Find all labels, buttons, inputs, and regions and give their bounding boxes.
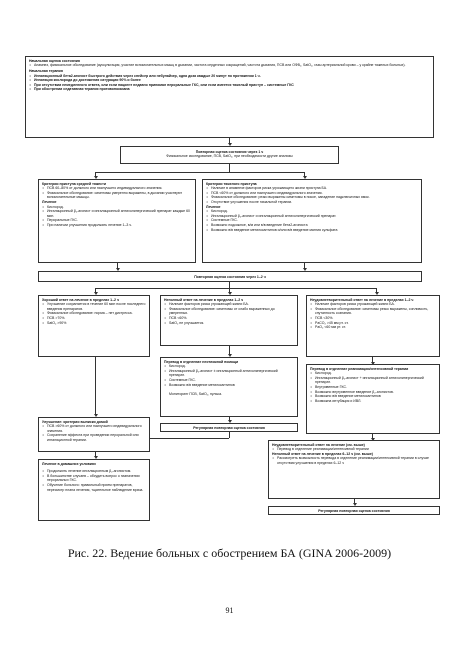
initial-assessment-title: Начальная оценка состояния	[29, 58, 80, 63]
good-response-list	[42, 302, 146, 325]
poor-response-item: • ПСВ <30%.	[310, 316, 436, 321]
discharge-criteria-box	[38, 417, 150, 452]
discharge-criteria-item: • Сохранение эффекта при проведении пероральной или ингаляционной терапии.	[42, 433, 146, 442]
connector	[95, 172, 304, 173]
severe-criteria-item: • Физикальное обследование: резко выражены симптомы в покое, западение надключичных ямок.	[206, 195, 418, 200]
poor-response-item: • Наличие факторов риска угрожающей жизни БА.	[310, 302, 436, 307]
initial-therapy-item: • При обострении седативная терапия противопоказана	[29, 87, 430, 92]
initial-therapy-item: • Ингаляция кислорода до достижения сатурации 90% и более	[29, 78, 430, 83]
flow-arrow	[95, 452, 96, 457]
emergency-ward-item: • Возможно в/в введение метилксантинов	[164, 383, 294, 388]
severe-treatment-item: • Возможно в/в введение метилксантинов и/или в/в введение магния сульфата	[206, 228, 418, 233]
reassess-1h-box	[120, 146, 339, 164]
moderate-treatment-list	[42, 205, 192, 228]
severe-treatment-item: • Возможно подкожное, в/м или в/в введение бета2-агониста	[206, 223, 418, 228]
regular-reassessment-box-2	[268, 506, 440, 515]
home-treatment-list	[42, 469, 146, 492]
flow-arrow	[229, 138, 230, 144]
severe-treatment-list	[206, 209, 418, 232]
regular-reassessment-box	[160, 423, 298, 432]
connector	[95, 288, 376, 289]
severe-treatment-item: • Кислород.	[206, 209, 418, 214]
followup-poor-list	[272, 447, 436, 452]
followup-incomplete-item: • Рассмотреть возможность перевода в отделение реанимации/интенсивной терапии в случае отсутствия улучшения в пределах 6–12 ч	[272, 456, 436, 465]
followup-incomplete-list	[272, 456, 436, 465]
icu-transfer-title: Перевод в отделение реанимации/интенсивной терапии	[310, 366, 409, 371]
flow-arrow	[376, 288, 377, 293]
flow-arrow	[95, 288, 96, 293]
flow-arrow	[372, 434, 373, 439]
flow-arrow	[95, 172, 96, 177]
moderate-attack-box	[38, 179, 196, 263]
severe-criteria-list	[206, 186, 418, 204]
incomplete-response-item: • Наличие факторов риска угрожающей жизни БА.	[164, 302, 294, 307]
incomplete-response-list	[164, 302, 294, 325]
severe-attack-box	[202, 179, 422, 263]
poor-response-item: • Физикальное обследование: симптомы резко выражены, сонливость, спутанность сознания.	[310, 307, 436, 316]
severe-criteria-item: • Отсутствие улучшения после начальной терапии.	[206, 200, 418, 205]
poor-response-box	[306, 295, 440, 357]
flow-arrow	[304, 263, 305, 269]
reassess-1h-title: Повторная оценка состояния через 1 ч	[195, 149, 264, 154]
flow-arrow	[117, 263, 118, 269]
good-response-box	[38, 295, 150, 357]
home-treatment-item: • Продолжить лечение ингаляционным β₂-агонистом.	[42, 469, 146, 474]
emergency-ward-list	[164, 364, 294, 387]
reassess-1h-text: Физикальное исследование, ПСВ, SatO₂, при необходимости другие анализы	[166, 154, 293, 159]
good-response-title: Хороший ответ на лечение в пределах 1–2 ч	[42, 297, 120, 302]
home-treatment-item: • В большинстве случаев – обсудить вопрос о назначении пероральных ГКС.	[42, 474, 146, 483]
icu-transfer-list	[310, 371, 436, 403]
incomplete-response-box	[160, 295, 298, 346]
icu-transfer-item: • Возможна интубация и ИВЛ.	[310, 399, 436, 404]
flow-arrow	[95, 357, 96, 415]
moderate-criteria-list	[42, 186, 192, 200]
home-treatment-box	[38, 459, 150, 521]
moderate-criteria-item: • Физикальное обследование: симптомы умеренно выражены, в дыхании участвуют вспомогательные мышцы.	[42, 191, 192, 200]
initial-assessment-list	[29, 63, 430, 68]
reassess-1-2h-box	[38, 271, 422, 282]
regular-reassessment-title: Регулярная повторная оценка состояния	[193, 425, 265, 430]
regular-reassessment-title-2: Регулярная повторная оценка состояния	[318, 508, 390, 513]
icu-transfer-item: • Возможно внутривенное введение β₂-агонистов.	[310, 390, 436, 395]
emergency-ward-monitoring: Мониторинг ПСВ, SatO₂, пульса.	[169, 392, 223, 397]
discharge-criteria-list	[42, 424, 146, 442]
flow-arrow	[304, 172, 305, 177]
initial-therapy-item: • При отсутствии немедленного ответа, или если пациент недавно принимал пероральные ГКС, или если имеется тяжелый приступ – системные ГКС	[29, 83, 430, 88]
incomplete-response-title: Неполный ответ на лечение в пределах 1–2 ч	[164, 297, 244, 302]
flow-arrow	[229, 417, 230, 421]
followup-poor-item: • Перевод в отделение реанимации/интенсивной терапии	[272, 447, 436, 452]
initial-therapy-item: • Ингаляционный бета2-агонист быстрого действия через спейсер или небулайзер, одна доза каждые 20 минут по протяжении 1 ч.	[29, 74, 430, 79]
severe-criteria-item: • ПСВ <60% от должного или наилучшего индивидуального значения.	[206, 191, 418, 196]
severe-criteria-item: • Наличие в анамнезе факторов риска угрожающего жизни приступа БА.	[206, 186, 418, 191]
flow-arrow	[229, 346, 230, 355]
moderate-treatment-item: • Кислород.	[42, 205, 192, 210]
incomplete-response-item: • Физикальное обследование: симптомы от слабо выраженных до умеренных.	[164, 307, 294, 316]
poor-response-list	[310, 302, 436, 330]
severe-treatment-item: • Системные ГКС.	[206, 218, 418, 223]
initial-therapy-list	[29, 74, 430, 92]
flow-arrow	[229, 288, 230, 293]
severe-criteria-title: Критерии тяжелого приступа	[206, 181, 257, 186]
icu-transfer-item: • Ингаляционный β₂-агонист + ингаляционный антихолинергический препарат.	[310, 376, 436, 385]
poor-response-item: • PaO₂ <60 мм рт. ст.	[310, 325, 436, 330]
icu-transfer-box	[306, 364, 440, 434]
moderate-criteria-item: • ПСВ 60–80% от должного или наилучшего индивидуального значения.	[42, 186, 192, 191]
followup-response-box	[268, 440, 440, 499]
figure-caption: Рис. 22. Ведение больных с обострением БА (GINA 2006-2009)	[67, 546, 392, 560]
emergency-ward-item: • Ингаляционный β₂-агонист ± ингаляционный антихолинергический препарат.	[164, 369, 294, 378]
good-response-item: • Улучшение сохраняется в течение 60 мин после последнего введения препаратов.	[42, 302, 146, 311]
good-response-item: • ПСВ >70%.	[42, 316, 146, 321]
connector	[229, 432, 230, 438]
severe-treatment-item: • Ингаляционный β₂-агонист и ингаляционный антихолинергический препарат.	[206, 214, 418, 219]
moderate-treatment-item: • Пероральные ГКС.	[42, 218, 192, 223]
poor-response-title: Неудовлетворительный ответ на лечение в пределах 1–2 ч	[310, 297, 414, 302]
initial-assessment-item: • Анамнез, физикальное обследование (аускультация, участие вспомогательных мышц в дыхании, частота сердечных сокращений, частота дыхания, ПСВ или ОФВ₁, SatO₂, газы артериальной крови – у крайне тяжелых больных).	[29, 63, 430, 68]
connector	[150, 438, 229, 439]
severe-treatment-title: Лечение	[206, 204, 221, 209]
discharge-criteria-title: Улучшение: критерии выписки домой	[42, 419, 108, 424]
flow-arrow	[372, 357, 373, 363]
initial-assessment-box	[25, 56, 434, 138]
moderate-treatment-item: • Ингаляционный β₂-агонист и ингаляционный антихолинергический препарат каждые 60 мин.	[42, 209, 192, 218]
moderate-treatment-item: • При наличии улучшения продолжать лечение 1–3 ч.	[42, 223, 192, 228]
followup-poor-title: Неудовлетворительный ответ на лечение (см. выше)	[272, 442, 365, 447]
emergency-ward-item: • Кислород.	[164, 364, 294, 369]
home-treatment-title: Лечение в домашних условиях	[42, 461, 96, 466]
connector	[229, 164, 230, 172]
icu-transfer-item: • Кислород.	[310, 371, 436, 376]
moderate-criteria-title: Критерии приступа средней тяжести	[42, 181, 106, 186]
discharge-criteria-item: • ПСВ >60% от должного или наилучшего индивидуального значения.	[42, 424, 146, 433]
emergency-ward-title: Перевод в отделение неотложной помощи	[164, 359, 239, 364]
icu-transfer-item: • Внутривенные ГКС.	[310, 385, 436, 390]
emergency-ward-item: • Системные ГКС.	[164, 378, 294, 383]
moderate-treatment-title: Лечение	[42, 199, 57, 204]
initial-therapy-title: Начальная терапия	[29, 68, 63, 73]
followup-incomplete-title: Неполный ответ на лечение в пределах 6–12 ч (см. выше)	[272, 451, 373, 456]
incomplete-response-item: • ПСВ <60%.	[164, 316, 294, 321]
poor-response-item: • PaCO₂ >45 мм рт. ст.	[310, 321, 436, 326]
emergency-ward-box	[160, 357, 298, 417]
good-response-item: • SatO₂ >90%	[42, 321, 146, 326]
incomplete-response-item: • SatO₂ не улучшается.	[164, 321, 294, 326]
flow-arrow	[354, 499, 355, 504]
reassess-1-2h-title: Повторная оценка состояния через 1–2 ч	[194, 274, 266, 279]
home-treatment-item: • Обучение больного: правильный прием препаратов, пересмотр плана лечения, тщательное наблюдение врача.	[42, 483, 146, 492]
icu-transfer-item: • Возможно в/в введение метилксантинов	[310, 394, 436, 399]
page-number: 91	[225, 606, 234, 615]
good-response-item: • Физикальное обследование: норма – нет дистресса.	[42, 311, 146, 316]
